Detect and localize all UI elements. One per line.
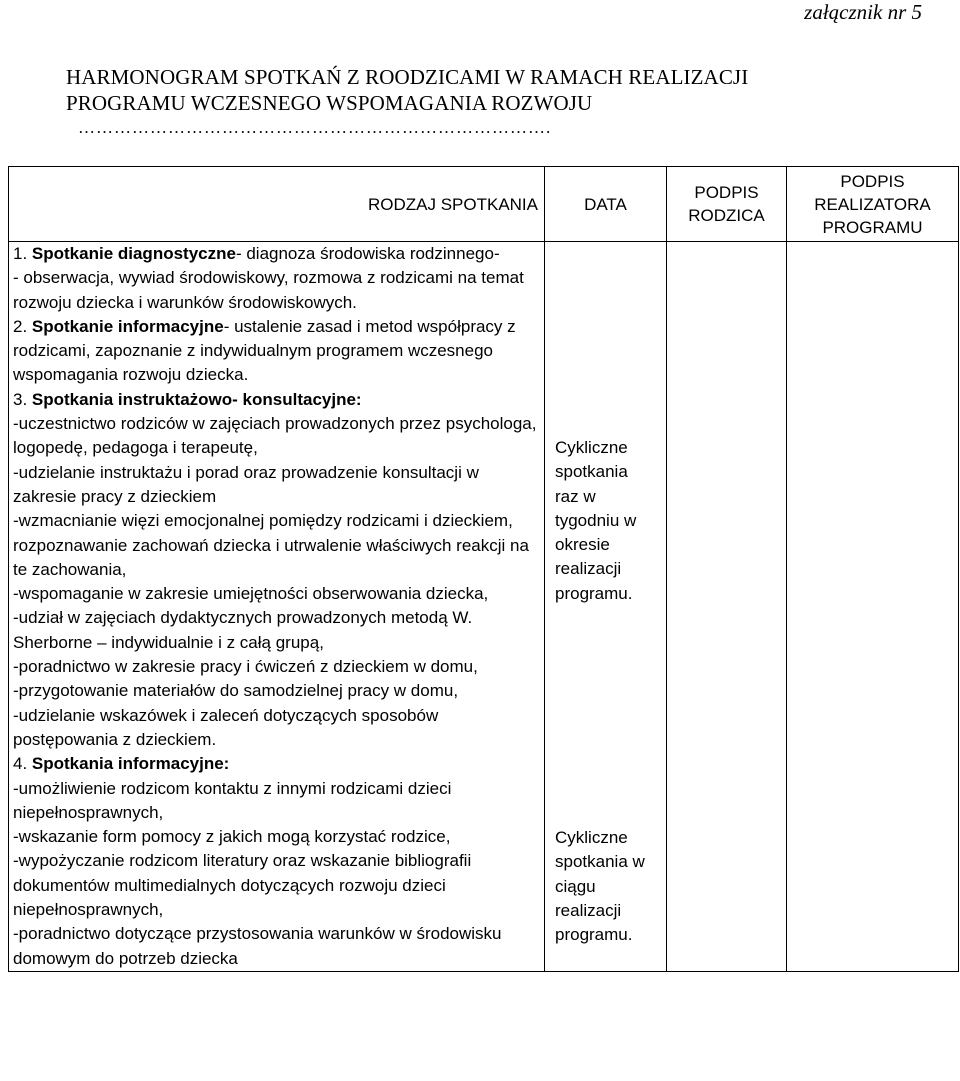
header-implementer-signature: PODPIS REALIZATORA PROGRAMU [787, 167, 959, 242]
attachment-label: załącznik nr 5 [804, 0, 922, 24]
item-4-line: -wskazanie form pomocy z jakich mogą korzystać rodzice, [13, 827, 451, 847]
item-3-line: -poradnictwo w zakresie pracy i ćwiczeń z dzieckiem w domu, [13, 657, 478, 677]
header-meeting-type: RODZAJ SPOTKANIA [9, 167, 545, 242]
item-3-line: -udzielanie instruktażu i porad oraz prowadzenie konsultacji w zakresie pracy z dzieckiem [13, 462, 479, 506]
title-line-1: HARMONOGRAM SPOTKAŃ Z ROODZICAMI W RAMACH REALIZACJI [66, 65, 749, 89]
meeting-types-cell [9, 242, 545, 972]
item-3-line: -udzielanie wskazówek i zaleceń dotyczących sposobów postępowania z dzieckiem. [13, 705, 439, 749]
date-item-3: Cykliczne spotkania raz w tygodniu w okresie realizacji programu. [555, 438, 637, 603]
item-2-heading: Spotkanie informacyjne [31, 316, 224, 336]
item-1-heading: Spotkanie diagnostyczne [31, 244, 236, 263]
item-3-line: -wzmacnianie więzi emocjonalnej pomiędzy rodzicami i dzieckiem, rozpoznawanie zachowań dziecka i utrwalenie właściwych reakcji na te zachowania, [13, 511, 529, 579]
content-row [9, 242, 959, 972]
item-3: 3. Spotkania instruktażowo- konsultacyjne: -uczestnictwo rodziców w zajęciach prowadzonych przez psychologa, logopedę, pedagoga i terapeutę, -udzielanie instruktażu i porad oraz prowadzenie konsultacji w zakresie pracy z dzieckiem -wzmacnianie więzi emocjonalnej pomiędzy rodzicami i dzieckiem, rozpoznawanie zachowań dziecka i utrwalenie właściwych reakcji na te zachowania, -wspomaganie w zakresie umiejętności obserwowania dziecka, -udział w zajęciach dydaktycznych prowadzonych metodą W. Sherborne – indywidualnie i z całą grupą, -poradnictwo w zakresie pracy i ćwiczeń z dzieckiem w domu, -przygotowanie materiałów do samodzielnej pracy w domu, -udzielanie wskazówek i zaleceń dotyczących sposobów postępowania z dzieckiem. [13, 388, 540, 752]
schedule-table [8, 166, 959, 972]
item-4-line: -umożliwienie rodzicom kontaktu z innymi rodzicami dzieci niepełnosprawnych, [13, 778, 452, 822]
item-3-line: -przygotowanie materiałów do samodzielnej pracy w domu, [13, 681, 459, 701]
item-2: 2. Spotkanie informacyjne- ustalenie zasad i metod współpracy z rodzicami, zapoznanie z indywidualnym programem wczesnego wspomagania rozwoju dziecka. [13, 316, 516, 385]
item-1-line: - obserwacja, wywiad środowiskowy, rozmowa z rodzicami na temat rozwoju dziecka i warunków środowiskowych. [13, 268, 524, 312]
item-1: 1. Spotkanie diagnostyczne- diagnoza środowiska rodzinnego- - obserwacja, wywiad środowiskowy, rozmowa z rodzicami na temat rozwoju dziecka i warunków środowiskowych. [13, 242, 540, 315]
item-4: 4. Spotkania informacyjne: -umożliwienie rodzicom kontaktu z innymi rodzicami dzieci niepełnosprawnych, -wskazanie form pomocy z jakich mogą korzystać rodzice, -wypożyczanie rodzicom literatury oraz wskazanie bibliografii dokumentów multimedialnych dotyczących rozwoju dzieci niepełnosprawnych, -poradnictwo dotyczące przystosowania warunków w środowisku domowym do potrzeb dziecka [13, 752, 540, 971]
item-4-heading: Spotkania informacyjne: [31, 754, 230, 774]
item-3-heading: Spotkania instruktażowo- konsultacyjne: [31, 389, 362, 409]
implementer-signature-cell[interactable] [787, 242, 959, 972]
dotted-line: ……………………………………………………………………. [78, 118, 552, 137]
header-row [9, 167, 959, 242]
title-line-2: PROGRAMU WCZESNEGO WSPOMAGANIA ROZWOJU [66, 91, 593, 115]
item-3-line: -udział w zajęciach dydaktycznych prowadzonych metodą W. Sherborne – indywidualnie i z całą grupą, [13, 608, 473, 652]
item-3-line: -wspomaganie w zakresie umiejętności obserwowania dziecka, [13, 584, 489, 604]
item-4-line: -poradnictwo dotyczące przystosowania warunków w środowisku domowym do potrzeb dziecka [13, 924, 502, 968]
date-item-4: Cykliczne spotkania w ciągu realizacji programu. [555, 828, 645, 945]
item-3-line: -uczestnictwo rodziców w zajęciach prowadzonych przez psychologa, logopedę, pedagoga i terapeutę, [13, 414, 537, 458]
date-cell [545, 242, 667, 972]
parent-signature-cell[interactable] [667, 242, 787, 972]
document-title [66, 64, 936, 116]
item-4-line: -wypożyczanie rodzicom literatury oraz wskazanie bibliografii dokumentów multimedialnych dotyczących rozwoju dzieci niepełnosprawnych, [13, 851, 472, 920]
header-parent-signature: PODPIS RODZICA [667, 167, 787, 242]
header-date: DATA [545, 167, 667, 242]
